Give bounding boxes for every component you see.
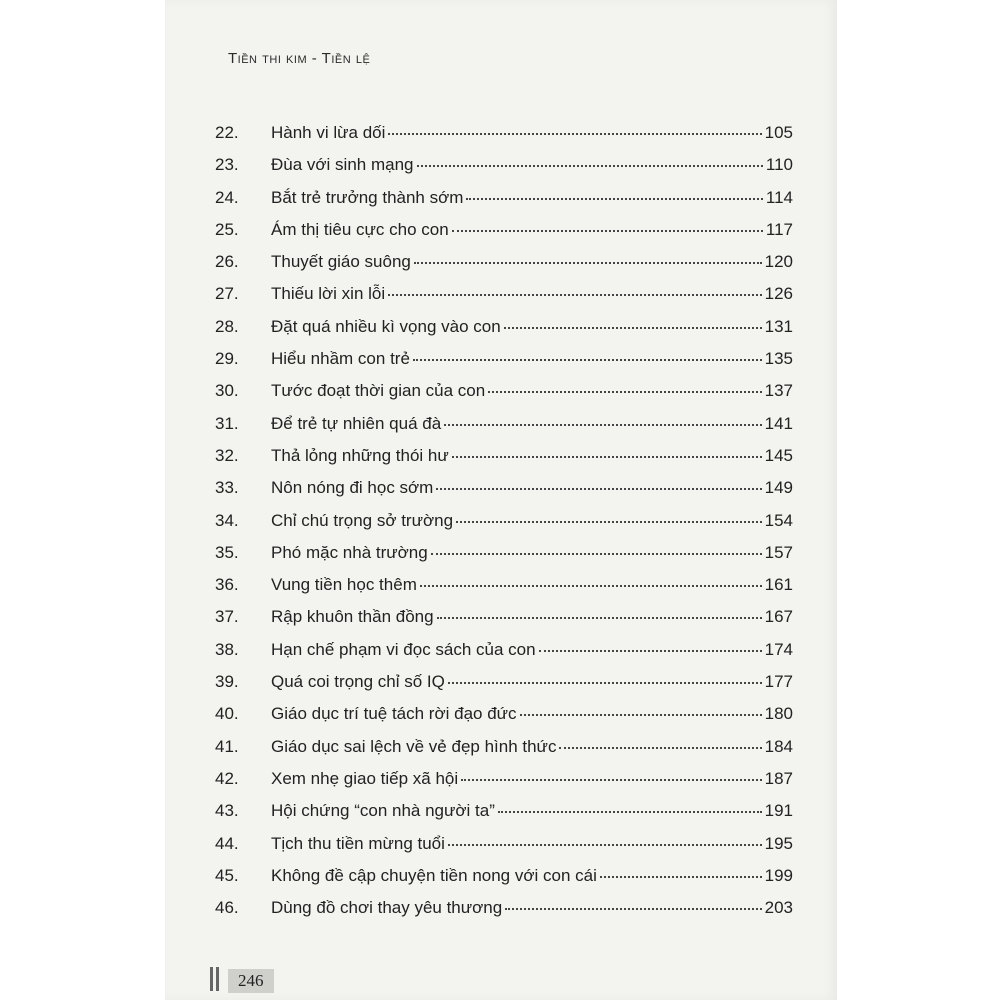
entry-number: 43.: [215, 801, 239, 821]
entry-number: 27.: [215, 284, 239, 304]
toc-entry: [215, 607, 793, 639]
entry-title: Vung tiền học thêm: [271, 575, 417, 595]
entry-title: Giáo dục sai lệch về vẻ đẹp hình thức: [271, 736, 557, 756]
entry-number: 46.: [215, 898, 239, 918]
toc-entry: [215, 188, 793, 220]
running-header: Tiền thi kim - Tiền lệ: [228, 50, 371, 67]
entry-title: Không đề cập chuyện tiền nong với con cái: [271, 865, 597, 885]
entry-number: 25.: [215, 219, 239, 239]
entry-page: 145: [764, 445, 793, 465]
dot-leader: [505, 907, 761, 910]
entry-number: 32.: [215, 445, 239, 465]
dot-leader: [448, 843, 762, 846]
dot-leader: [466, 197, 762, 200]
entry-number: 38.: [215, 639, 239, 659]
dot-leader: [437, 616, 762, 619]
entry-number: 35.: [215, 542, 239, 562]
entry-title: Tịch thu tiền mừng tuổi: [271, 833, 445, 853]
entry-title: Rập khuôn thần đồng: [271, 607, 434, 627]
toc-entry: [215, 769, 793, 801]
toc-entry: [215, 478, 793, 510]
entry-number: 41.: [215, 736, 239, 756]
entry-page: 141: [764, 413, 793, 433]
entry-number: 37.: [215, 607, 239, 627]
entry-page: 184: [764, 736, 793, 756]
dot-leader: [559, 746, 761, 749]
page-footer: [210, 968, 274, 994]
entry-number: 36.: [215, 575, 239, 595]
entry-title: Bắt trẻ trưởng thành sớm: [271, 187, 464, 207]
entry-title: Giáo dục trí tuệ tách rời đạo đức: [271, 704, 517, 724]
entry-page: 154: [764, 510, 793, 530]
dot-leader: [413, 358, 762, 361]
entry-title: Ám thị tiêu cực cho con: [271, 219, 449, 239]
entry-title: Nôn nóng đi học sớm: [271, 478, 434, 498]
dot-leader: [461, 778, 762, 781]
toc-entry: [215, 704, 793, 736]
entry-page: 177: [764, 672, 793, 692]
toc-entry: [215, 155, 793, 187]
dot-leader: [417, 164, 763, 167]
entry-title: Đặt quá nhiều kì vọng vào con: [271, 316, 501, 336]
dot-leader: [488, 390, 761, 393]
entry-page: 117: [765, 219, 793, 239]
toc-entry: [215, 672, 793, 704]
entry-page: 187: [764, 768, 793, 788]
entry-page: 203: [764, 898, 793, 918]
entry-page: 135: [764, 349, 793, 369]
entry-title: Hạn chế phạm vi đọc sách của con: [271, 639, 536, 659]
entry-page: 137: [764, 381, 793, 401]
entry-title: Hội chứng “con nhà người ta”: [271, 801, 495, 821]
entry-number: 33.: [215, 478, 239, 498]
entry-title: Để trẻ tự nhiên quá đà: [271, 413, 442, 433]
dot-leader: [539, 649, 762, 652]
dot-leader: [388, 132, 761, 135]
entry-number: 28.: [215, 316, 239, 336]
dot-leader: [436, 487, 761, 490]
entry-title: Thuyết giáo suông: [271, 252, 411, 272]
entry-title: Hiểu nhầm con trẻ: [271, 349, 410, 369]
toc-entry: [215, 511, 793, 543]
entry-title: Thả lỏng những thói hư: [271, 445, 449, 465]
toc-entry: [215, 575, 793, 607]
dot-leader: [600, 875, 762, 878]
entry-title: Thiếu lời xin lỗi: [271, 284, 386, 304]
table-of-contents: [215, 123, 793, 930]
page-number: 246: [228, 969, 274, 993]
entry-number: 34.: [215, 510, 239, 530]
toc-entry: [215, 123, 793, 155]
entry-page: 126: [764, 284, 793, 304]
entry-number: 42.: [215, 768, 239, 788]
entry-page: 120: [764, 252, 793, 272]
toc-entry: [215, 252, 793, 284]
entry-page: 167: [764, 607, 793, 627]
toc-entry: [215, 898, 793, 930]
entry-number: 22.: [215, 123, 239, 142]
dot-leader: [448, 681, 762, 684]
toc-entry: [215, 349, 793, 381]
dot-leader: [452, 229, 763, 232]
entry-number: 26.: [215, 252, 239, 272]
entry-title: Xem nhẹ giao tiếp xã hội: [271, 768, 459, 788]
entry-page: 149: [764, 478, 793, 498]
entry-number: 23.: [215, 155, 239, 175]
toc-entry: [215, 446, 793, 478]
toc-entry: [215, 640, 793, 672]
entry-page: 105: [764, 123, 793, 142]
entry-title: Phó mặc nhà trường: [271, 542, 428, 562]
entry-page: 195: [764, 833, 793, 853]
entry-page: 191: [764, 801, 793, 821]
entry-number: 29.: [215, 349, 239, 369]
dot-leader: [414, 261, 762, 264]
entry-page: 199: [764, 865, 793, 885]
dot-leader: [504, 326, 762, 329]
entry-number: 39.: [215, 672, 239, 692]
entry-number: 24.: [215, 187, 239, 207]
entry-title: Dùng đồ chơi thay yêu thương: [271, 898, 503, 918]
toc-entry: [215, 317, 793, 349]
toc-entry: [215, 737, 793, 769]
dot-leader: [388, 293, 761, 296]
entry-page: 131: [764, 316, 793, 336]
entry-number: 30.: [215, 381, 239, 401]
entry-page: 157: [764, 542, 793, 562]
entry-title: Quá coi trọng chỉ số IQ: [271, 672, 445, 692]
dot-leader: [520, 713, 762, 716]
dot-leader: [452, 455, 762, 458]
entry-page: 114: [765, 187, 793, 207]
entry-number: 40.: [215, 704, 239, 724]
toc-entry: [215, 866, 793, 898]
toc-entry: [215, 381, 793, 413]
entry-title: Tước đoạt thời gian của con: [271, 381, 486, 401]
entry-title: Hành vi lừa dối: [271, 123, 386, 142]
toc-entry: [215, 284, 793, 316]
footer-bars-ornament: [210, 967, 222, 996]
entry-number: 31.: [215, 413, 239, 433]
entry-number: 44.: [215, 833, 239, 853]
entry-page: 180: [764, 704, 793, 724]
dot-leader: [431, 552, 762, 555]
toc-entry: [215, 414, 793, 446]
entry-page: 161: [764, 575, 793, 595]
dot-leader: [444, 423, 761, 426]
entry-number: 45.: [215, 865, 239, 885]
entry-page: 174: [764, 639, 793, 659]
toc-entry: [215, 543, 793, 575]
dot-leader: [456, 520, 762, 523]
entry-page: 110: [765, 155, 793, 175]
entry-title: Đùa với sinh mạng: [271, 155, 414, 175]
dot-leader: [420, 584, 762, 587]
entry-title: Chỉ chú trọng sở trường: [271, 510, 454, 530]
toc-entry: [215, 220, 793, 252]
dot-leader: [498, 810, 762, 813]
toc-entry: [215, 834, 793, 866]
toc-entry: [215, 801, 793, 833]
